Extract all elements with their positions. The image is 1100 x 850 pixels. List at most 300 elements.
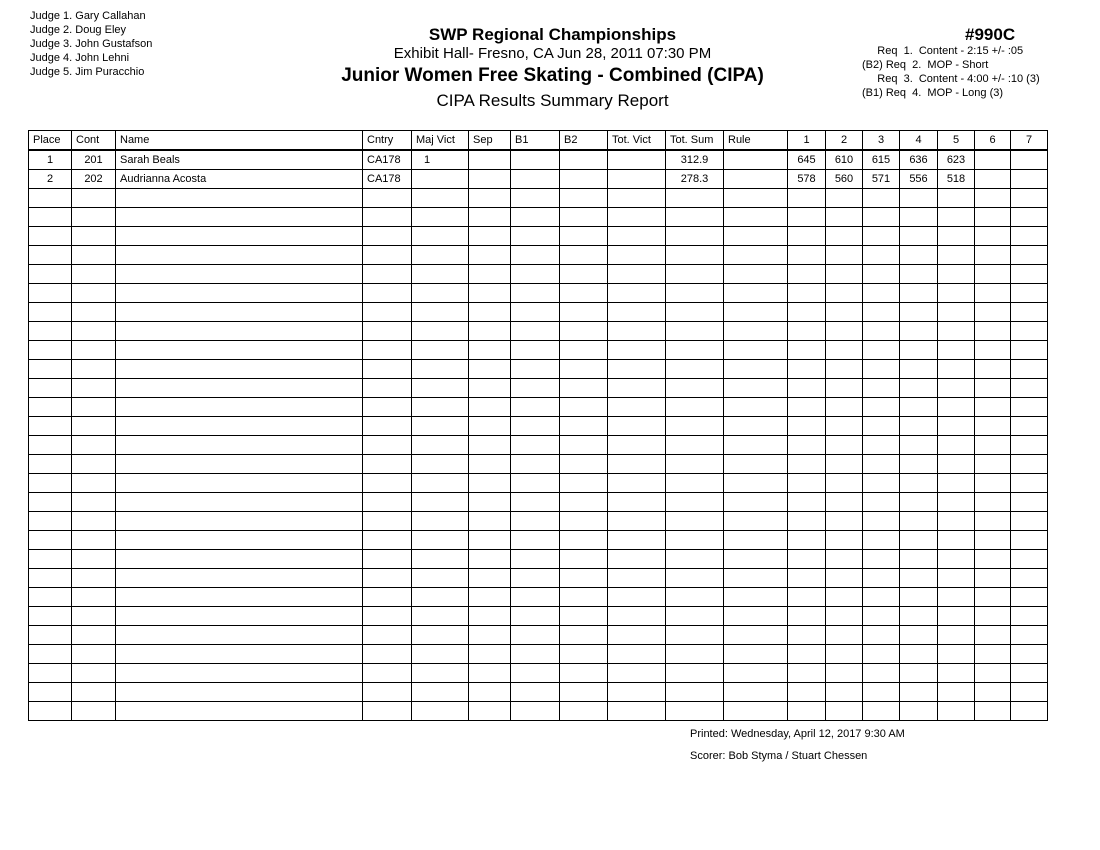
table-cell — [826, 645, 863, 664]
table-cell — [608, 588, 666, 607]
judge: Judge 3. John Gustafson — [30, 38, 153, 50]
table-cell — [412, 284, 469, 303]
table-cell — [116, 474, 363, 493]
table-cell — [1011, 170, 1048, 189]
table-cell — [788, 474, 826, 493]
table-cell — [975, 664, 1011, 683]
table-cell — [608, 322, 666, 341]
table-cell — [938, 550, 975, 569]
table-cell — [72, 208, 116, 227]
table-cell — [975, 607, 1011, 626]
table-cell — [938, 531, 975, 550]
table-cell — [788, 379, 826, 398]
empty-row — [29, 265, 1048, 284]
table-cell — [724, 246, 788, 265]
table-cell — [363, 246, 412, 265]
table-cell — [666, 512, 724, 531]
table-cell — [608, 569, 666, 588]
table-cell — [72, 683, 116, 702]
table-cell — [511, 360, 560, 379]
table-cell — [72, 531, 116, 550]
printed-date: Printed: Wednesday, April 12, 2017 9:30 AM — [690, 728, 905, 740]
table-cell — [666, 322, 724, 341]
table-cell — [724, 379, 788, 398]
table-cell — [863, 398, 900, 417]
table-cell — [666, 360, 724, 379]
table-cell — [826, 379, 863, 398]
column-header: Name — [116, 131, 363, 151]
table-cell — [29, 550, 72, 569]
table-cell — [72, 493, 116, 512]
judges-list — [30, 9, 152, 79]
table-cell — [412, 379, 469, 398]
table-cell: 1 — [412, 150, 469, 170]
table-cell: 636 — [900, 150, 938, 170]
table-cell — [29, 645, 72, 664]
empty-row — [29, 284, 1048, 303]
table-cell — [560, 189, 608, 208]
table-cell — [1011, 208, 1048, 227]
table-cell — [863, 607, 900, 626]
table-cell — [608, 531, 666, 550]
table-cell — [363, 436, 412, 455]
table-cell — [900, 341, 938, 360]
table-cell — [363, 474, 412, 493]
table-cell — [608, 607, 666, 626]
table-cell — [560, 645, 608, 664]
table-cell — [826, 208, 863, 227]
table-cell — [788, 341, 826, 360]
table-cell: 1 — [29, 150, 72, 170]
table-cell — [469, 227, 511, 246]
table-cell — [863, 284, 900, 303]
table-cell: 278.3 — [666, 170, 724, 189]
table-cell — [412, 360, 469, 379]
table-cell — [469, 550, 511, 569]
empty-row — [29, 227, 1048, 246]
table-cell — [900, 607, 938, 626]
table-cell — [938, 227, 975, 246]
table-cell — [469, 607, 511, 626]
table-cell — [116, 341, 363, 360]
table-cell — [900, 550, 938, 569]
table-cell — [788, 512, 826, 531]
table-cell: 312.9 — [666, 150, 724, 170]
table-cell — [412, 341, 469, 360]
table-cell — [900, 436, 938, 455]
table-cell — [900, 398, 938, 417]
table-cell — [72, 341, 116, 360]
table-cell — [1011, 512, 1048, 531]
table-cell — [412, 626, 469, 645]
table-cell — [788, 493, 826, 512]
table-cell — [511, 417, 560, 436]
table-cell — [116, 455, 363, 474]
table-cell — [724, 455, 788, 474]
table-cell — [363, 607, 412, 626]
table-cell — [363, 455, 412, 474]
column-header: 2 — [826, 131, 863, 151]
table-cell — [560, 360, 608, 379]
table-cell — [412, 493, 469, 512]
table-cell — [469, 284, 511, 303]
table-cell — [511, 531, 560, 550]
table-cell — [116, 360, 363, 379]
table-cell — [560, 379, 608, 398]
table-cell — [900, 664, 938, 683]
table-cell — [788, 645, 826, 664]
table-cell — [469, 455, 511, 474]
table-cell — [975, 189, 1011, 208]
table-cell — [469, 531, 511, 550]
table-cell — [29, 417, 72, 436]
table-cell — [826, 626, 863, 645]
table-cell — [511, 626, 560, 645]
table-cell — [116, 626, 363, 645]
table-cell — [72, 607, 116, 626]
table-cell — [608, 360, 666, 379]
table-cell — [938, 645, 975, 664]
table-cell — [363, 569, 412, 588]
table-cell — [511, 150, 560, 170]
table-cell — [938, 607, 975, 626]
judge: Judge 4. John Lehni — [30, 52, 130, 64]
table-cell — [116, 246, 363, 265]
table-cell — [863, 455, 900, 474]
table-cell — [863, 322, 900, 341]
table-cell — [72, 322, 116, 341]
table-cell — [788, 607, 826, 626]
table-cell — [788, 531, 826, 550]
table-cell — [788, 436, 826, 455]
table-cell — [412, 531, 469, 550]
table-cell — [560, 208, 608, 227]
table-cell — [975, 588, 1011, 607]
table-cell — [560, 227, 608, 246]
table-cell — [666, 607, 724, 626]
table-cell — [1011, 189, 1048, 208]
table-cell — [863, 341, 900, 360]
table-cell — [938, 683, 975, 702]
table-cell — [116, 398, 363, 417]
empty-row — [29, 379, 1048, 398]
table-cell — [1011, 265, 1048, 284]
table-cell — [826, 493, 863, 512]
table-cell — [469, 702, 511, 721]
table-cell — [29, 474, 72, 493]
table-cell — [469, 150, 511, 170]
table-cell — [666, 588, 724, 607]
table-cell — [975, 360, 1011, 379]
table-cell — [72, 436, 116, 455]
table-cell — [72, 227, 116, 246]
table-cell — [724, 417, 788, 436]
table-cell — [900, 531, 938, 550]
table-cell — [788, 227, 826, 246]
table-cell — [469, 683, 511, 702]
table-cell — [72, 398, 116, 417]
table-cell — [788, 265, 826, 284]
table-cell — [900, 683, 938, 702]
table-cell — [469, 664, 511, 683]
table-cell — [511, 227, 560, 246]
table-cell — [788, 588, 826, 607]
table-cell — [560, 493, 608, 512]
table-cell — [1011, 626, 1048, 645]
table-cell — [724, 360, 788, 379]
table-cell — [938, 360, 975, 379]
table-cell — [560, 569, 608, 588]
table-cell — [788, 417, 826, 436]
column-header: 1 — [788, 131, 826, 151]
table-cell — [826, 550, 863, 569]
table-cell — [788, 303, 826, 322]
table-cell — [900, 208, 938, 227]
table-cell — [29, 683, 72, 702]
table-cell — [511, 436, 560, 455]
table-cell — [666, 550, 724, 569]
table-cell — [511, 303, 560, 322]
table-cell — [666, 417, 724, 436]
column-header: B1 — [511, 131, 560, 151]
table-cell — [363, 398, 412, 417]
table-cell — [412, 702, 469, 721]
table-cell — [863, 360, 900, 379]
table-cell — [116, 284, 363, 303]
table-cell — [608, 303, 666, 322]
table-cell — [412, 512, 469, 531]
table-cell — [724, 626, 788, 645]
table-cell — [608, 208, 666, 227]
table-cell — [788, 246, 826, 265]
table-cell — [863, 588, 900, 607]
table-cell — [560, 246, 608, 265]
table-cell — [608, 150, 666, 170]
table-cell — [788, 455, 826, 474]
table-cell — [412, 246, 469, 265]
table-cell — [116, 588, 363, 607]
table-cell — [412, 683, 469, 702]
table-cell — [608, 455, 666, 474]
table-cell — [412, 436, 469, 455]
table-cell — [975, 645, 1011, 664]
table-cell — [1011, 398, 1048, 417]
requirement: (B2) Req 2. MOP - Short — [862, 59, 989, 71]
table-cell — [608, 417, 666, 436]
table-cell — [72, 569, 116, 588]
table-cell — [938, 208, 975, 227]
requirement: Req 3. Content - 4:00 +/- :10 (3) — [862, 73, 1040, 85]
table-cell — [72, 379, 116, 398]
table-cell — [900, 626, 938, 645]
table-cell — [363, 493, 412, 512]
table-cell — [666, 683, 724, 702]
event-title: Junior Women Free Skating - Combined (CIPA) — [341, 65, 764, 86]
table-cell — [608, 702, 666, 721]
table-cell — [72, 189, 116, 208]
empty-row — [29, 474, 1048, 493]
table-cell: CA178 — [363, 170, 412, 189]
table-cell — [975, 398, 1011, 417]
table-cell — [975, 512, 1011, 531]
table-cell — [938, 588, 975, 607]
table-cell — [72, 550, 116, 569]
table-cell — [29, 208, 72, 227]
table-cell — [363, 360, 412, 379]
table-cell — [469, 360, 511, 379]
table-cell — [975, 303, 1011, 322]
table-cell — [511, 341, 560, 360]
table-cell — [608, 550, 666, 569]
column-header: Maj Vict — [412, 131, 469, 151]
column-header: Cntry — [363, 131, 412, 151]
table-cell: 571 — [863, 170, 900, 189]
table-cell — [724, 265, 788, 284]
table-cell — [29, 360, 72, 379]
table-cell — [29, 341, 72, 360]
table-cell — [900, 360, 938, 379]
table-cell — [511, 645, 560, 664]
table-cell — [412, 588, 469, 607]
empty-row — [29, 645, 1048, 664]
table-cell — [900, 645, 938, 664]
table-cell — [863, 474, 900, 493]
table-cell — [863, 379, 900, 398]
table-cell — [29, 189, 72, 208]
table-cell — [72, 702, 116, 721]
table-cell — [560, 322, 608, 341]
table-cell — [511, 607, 560, 626]
table-cell — [29, 398, 72, 417]
table-cell — [1011, 702, 1048, 721]
table-cell — [863, 702, 900, 721]
table-cell — [511, 208, 560, 227]
table-cell — [863, 303, 900, 322]
table-cell — [938, 569, 975, 588]
table-cell — [863, 189, 900, 208]
table-cell — [469, 398, 511, 417]
table-cell — [29, 569, 72, 588]
table-cell — [511, 322, 560, 341]
table-cell — [608, 664, 666, 683]
table-cell — [826, 398, 863, 417]
table-cell — [938, 189, 975, 208]
table-cell — [900, 322, 938, 341]
table-cell — [938, 246, 975, 265]
table-cell — [1011, 360, 1048, 379]
table-cell — [560, 170, 608, 189]
table-cell — [608, 645, 666, 664]
table-cell — [666, 474, 724, 493]
table-cell — [412, 398, 469, 417]
table-cell — [511, 170, 560, 189]
table-cell — [788, 702, 826, 721]
empty-row — [29, 531, 1048, 550]
table-cell — [975, 683, 1011, 702]
table-cell — [863, 436, 900, 455]
table-cell — [608, 341, 666, 360]
table-cell — [469, 645, 511, 664]
requirements-list — [862, 44, 1040, 100]
table-cell — [511, 493, 560, 512]
table-cell — [975, 208, 1011, 227]
table-cell — [826, 341, 863, 360]
table-cell — [469, 322, 511, 341]
table-cell — [938, 398, 975, 417]
table-cell — [469, 512, 511, 531]
table-cell — [29, 588, 72, 607]
table-cell — [363, 550, 412, 569]
table-cell — [724, 607, 788, 626]
table-cell — [412, 550, 469, 569]
table-cell — [608, 512, 666, 531]
table-cell — [560, 702, 608, 721]
table-cell — [1011, 150, 1048, 170]
table-cell — [724, 436, 788, 455]
table-cell — [826, 569, 863, 588]
table-cell — [363, 189, 412, 208]
empty-row — [29, 607, 1048, 626]
table-cell — [469, 379, 511, 398]
table-cell — [938, 417, 975, 436]
table-cell — [1011, 531, 1048, 550]
table-cell — [412, 417, 469, 436]
table-cell: 578 — [788, 170, 826, 189]
table-cell — [29, 607, 72, 626]
table-cell — [724, 284, 788, 303]
table-cell — [608, 284, 666, 303]
table-cell — [724, 645, 788, 664]
table-cell — [975, 150, 1011, 170]
table-cell — [363, 227, 412, 246]
table-cell — [863, 512, 900, 531]
table-cell — [116, 265, 363, 284]
table-cell — [29, 436, 72, 455]
table-cell — [938, 702, 975, 721]
table-row — [29, 150, 1048, 170]
table-cell: CA178 — [363, 150, 412, 170]
empty-row — [29, 455, 1048, 474]
table-cell — [863, 626, 900, 645]
table-cell — [975, 227, 1011, 246]
table-cell — [511, 284, 560, 303]
table-cell — [788, 398, 826, 417]
table-cell — [511, 664, 560, 683]
table-cell: Audrianna Acosta — [116, 170, 363, 189]
table-cell — [1011, 664, 1048, 683]
table-cell — [900, 702, 938, 721]
column-header: 6 — [975, 131, 1011, 151]
table-cell — [900, 189, 938, 208]
table-cell — [863, 645, 900, 664]
empty-row — [29, 512, 1048, 531]
table-cell — [975, 626, 1011, 645]
table-cell — [724, 341, 788, 360]
table-cell — [900, 455, 938, 474]
table-cell — [938, 284, 975, 303]
table-cell — [975, 702, 1011, 721]
table-cell — [826, 588, 863, 607]
table-cell: 2 — [29, 170, 72, 189]
table-cell — [975, 170, 1011, 189]
table-cell — [826, 474, 863, 493]
requirement: Req 1. Content - 2:15 +/- :05 — [862, 45, 1024, 57]
table-cell — [511, 265, 560, 284]
table-cell — [29, 626, 72, 645]
table-cell — [788, 626, 826, 645]
table-cell — [469, 265, 511, 284]
table-cell — [724, 474, 788, 493]
